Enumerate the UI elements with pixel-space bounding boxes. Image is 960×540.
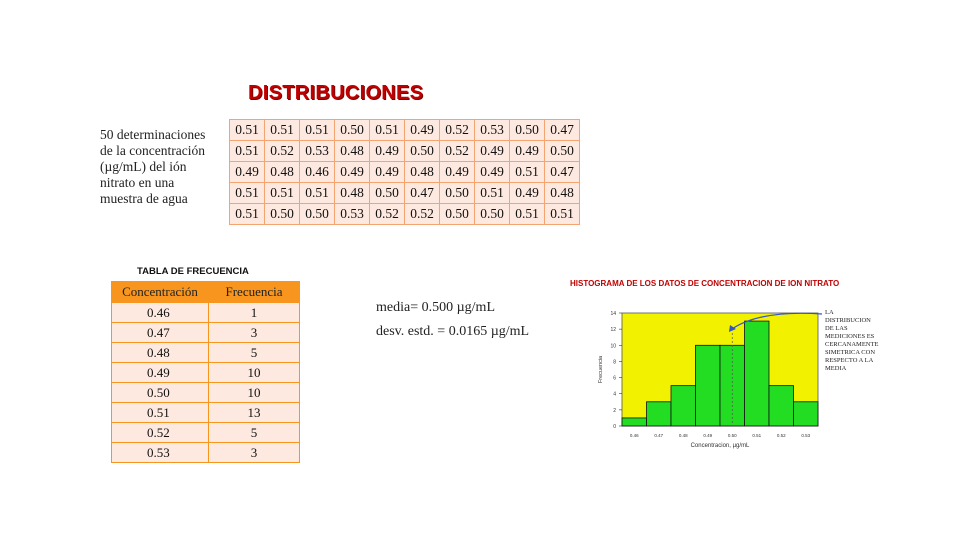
y-tick-label: 0 [613, 424, 616, 430]
data-cell: 0.51 [510, 204, 545, 225]
data-cell: 0.49 [475, 141, 510, 162]
histogram-bar [794, 402, 819, 426]
data-cell: 0.50 [300, 204, 335, 225]
freq-cell-frequency: 10 [209, 383, 300, 403]
data-cell: 0.52 [370, 204, 405, 225]
data-row [230, 120, 580, 141]
data-cell: 0.52 [440, 141, 475, 162]
x-tick-label: 0.48 [678, 433, 688, 438]
x-tick-label: 0.47 [654, 433, 664, 438]
y-tick-label: 2 [613, 407, 616, 414]
data-row [230, 162, 580, 183]
freq-cell-frequency: 1 [209, 303, 300, 323]
freq-row [112, 303, 300, 323]
data-cell: 0.48 [405, 162, 440, 183]
data-cell: 0.48 [265, 162, 300, 183]
x-tick-label: 0.50 [727, 433, 737, 438]
freq-cell-frequency: 13 [209, 403, 300, 423]
freq-cell-frequency: 10 [209, 363, 300, 383]
data-row [230, 183, 580, 204]
y-tick-label: 8 [613, 359, 616, 366]
std-dev-value: desv. estd. = 0.0165 µg/mL [376, 324, 530, 339]
y-tick-label: 14 [610, 311, 616, 317]
data-cell: 0.51 [265, 120, 300, 141]
freq-cell-frequency: 3 [209, 323, 300, 343]
histogram-bar [769, 386, 794, 426]
data-cell: 0.49 [335, 162, 370, 183]
frequency-table [111, 281, 300, 463]
data-cell: 0.52 [440, 120, 475, 141]
freq-row [112, 383, 300, 403]
data-cell: 0.50 [545, 141, 580, 162]
freq-cell-concentration: 0.50 [112, 383, 209, 403]
y-tick-label: 10 [610, 343, 616, 350]
data-cell: 0.51 [230, 204, 265, 225]
data-description: 50 determinaciones de la concentración (µg/mL) del ión nitrato en una muestra de agua [100, 127, 206, 206]
histogram-bar [696, 345, 721, 426]
data-cell: 0.51 [230, 141, 265, 162]
data-cell: 0.48 [335, 141, 370, 162]
data-cell: 0.51 [230, 183, 265, 204]
freq-cell-concentration: 0.49 [112, 363, 209, 383]
data-cell: 0.53 [475, 120, 510, 141]
data-cell: 0.47 [545, 120, 580, 141]
x-tick-label: 0.51 [752, 433, 762, 438]
x-tick-label: 0.53 [801, 433, 811, 438]
histogram-bar [622, 418, 647, 426]
freq-row [112, 403, 300, 423]
data-cell: 0.50 [335, 120, 370, 141]
data-cell: 0.48 [335, 183, 370, 204]
data-cell: 0.51 [300, 183, 335, 204]
data-cell: 0.50 [510, 120, 545, 141]
y-tick-label: 4 [613, 391, 616, 398]
data-cell: 0.51 [475, 183, 510, 204]
freq-cell-concentration: 0.52 [112, 423, 209, 443]
data-cell: 0.53 [300, 141, 335, 162]
data-cell: 0.49 [440, 162, 475, 183]
data-cell: 0.49 [510, 183, 545, 204]
freq-cell-concentration: 0.48 [112, 343, 209, 363]
freq-table-title: TABLA DE FRECUENCIA [137, 266, 249, 277]
data-cell: 0.48 [545, 183, 580, 204]
data-cell: 0.51 [545, 204, 580, 225]
statistics [376, 296, 529, 344]
data-cell: 0.50 [370, 183, 405, 204]
freq-header-concentration: Concentración [112, 282, 209, 303]
data-cell: 0.51 [370, 120, 405, 141]
histogram-bar [745, 321, 770, 426]
data-cell: 0.50 [475, 204, 510, 225]
data-cell: 0.49 [370, 162, 405, 183]
data-cell: 0.50 [265, 204, 300, 225]
x-tick-label: 0.46 [629, 433, 639, 438]
data-cell: 0.52 [265, 141, 300, 162]
freq-cell-concentration: 0.47 [112, 323, 209, 343]
data-cell: 0.51 [265, 183, 300, 204]
histogram-bar [671, 386, 696, 426]
freq-cell-concentration: 0.53 [112, 443, 209, 463]
freq-cell-frequency: 5 [209, 423, 300, 443]
y-tick-label: 6 [613, 375, 616, 382]
data-cell: 0.47 [405, 183, 440, 204]
chart-annotation: LA DISTRIBUCION DE LAS MEDICIONES ES CERCANAMENTE SIMETRICA CON RESPECTO A LA MEDIA [825, 309, 879, 372]
freq-row [112, 363, 300, 383]
raw-data-table [229, 119, 580, 225]
freq-cell-frequency: 5 [209, 343, 300, 363]
data-cell: 0.50 [440, 183, 475, 204]
data-cell: 0.49 [475, 162, 510, 183]
freq-row [112, 343, 300, 363]
y-tick-label: 12 [610, 327, 616, 334]
mean-value: media= 0.500 µg/mL [376, 300, 495, 315]
x-tick-label: 0.52 [776, 433, 786, 438]
data-cell: 0.51 [300, 120, 335, 141]
data-cell: 0.47 [545, 162, 580, 183]
data-cell: 0.51 [510, 162, 545, 183]
x-tick-label: 0.49 [703, 433, 713, 438]
freq-row [112, 443, 300, 463]
data-cell: 0.50 [405, 141, 440, 162]
freq-cell-concentration: 0.46 [112, 303, 209, 323]
chart-title: HISTOGRAMA DE LOS DATOS DE CONCENTRACION DE ION NITRATO [570, 279, 840, 288]
slide-title: DISTRIBUCIONES [248, 82, 424, 104]
data-cell: 0.49 [405, 120, 440, 141]
freq-header-frequency: Frecuencia [209, 282, 300, 303]
data-row [230, 204, 580, 225]
freq-cell-concentration: 0.51 [112, 403, 209, 423]
data-cell: 0.49 [510, 141, 545, 162]
data-cell: 0.53 [335, 204, 370, 225]
data-row [230, 141, 580, 162]
y-axis-label: Frecuencia [598, 355, 604, 384]
data-cell: 0.49 [370, 141, 405, 162]
data-cell: 0.52 [405, 204, 440, 225]
freq-row [112, 423, 300, 443]
histogram-chart [560, 272, 900, 457]
x-axis-label: Concentracion, µg/mL [690, 443, 750, 449]
data-cell: 0.46 [300, 162, 335, 183]
data-cell: 0.51 [230, 120, 265, 141]
freq-row [112, 323, 300, 343]
freq-cell-frequency: 3 [209, 443, 300, 463]
data-cell: 0.49 [230, 162, 265, 183]
data-cell: 0.50 [440, 204, 475, 225]
histogram-bar [647, 402, 672, 426]
